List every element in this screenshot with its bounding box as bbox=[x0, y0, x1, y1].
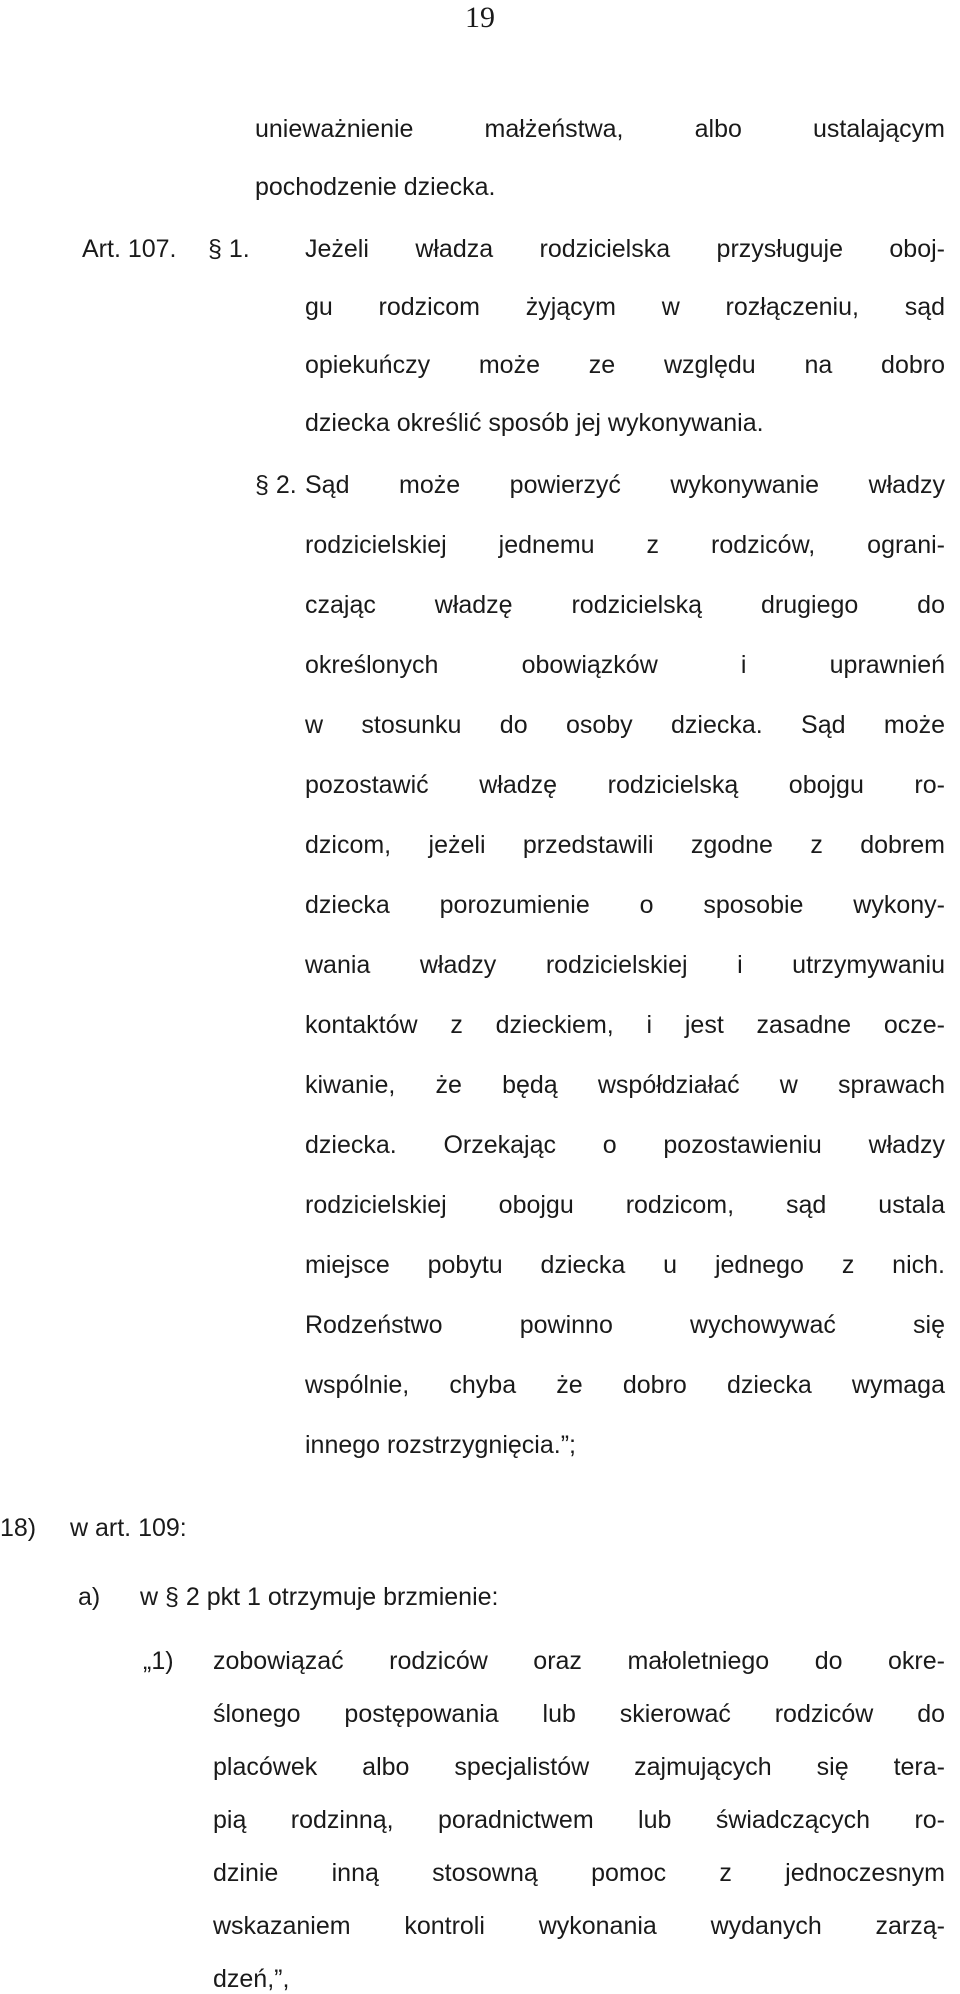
section-label: § 2. bbox=[255, 471, 297, 499]
article-line: w stosunku do osoby dziecka. Sąd może bbox=[305, 711, 945, 739]
subitem-label: a) bbox=[78, 1583, 101, 1611]
intro-line: unieważnienie małżeństwa, albo ustalającym bbox=[255, 115, 945, 143]
point-line: wskazaniem kontroli wykonania wydanych zarzą- bbox=[213, 1912, 945, 1940]
article-line: innego rozstrzygnięcia.”; bbox=[305, 1431, 576, 1459]
article-line: miejsce pobytu dziecka u jednego z nich. bbox=[305, 1251, 945, 1279]
point-line: placówek albo specjalistów zajmujących się tera- bbox=[213, 1753, 945, 1781]
point-line: dzeń,”, bbox=[213, 1965, 290, 1993]
point-label: „1) bbox=[143, 1647, 174, 1675]
article-line: czając władzę rodzicielską drugiego do bbox=[305, 591, 945, 619]
article-line: dziecka określić sposób jej wykonywania. bbox=[305, 409, 764, 437]
article-line: pozostawić władzę rodzicielską obojgu ro- bbox=[305, 771, 945, 799]
item-text: w art. 109: bbox=[70, 1514, 187, 1542]
article-line: opiekuńczy może ze względu na dobro bbox=[305, 351, 945, 379]
item-label: 18) bbox=[0, 1514, 37, 1542]
article-line: kiwanie, że będą współdziałać w sprawach bbox=[305, 1071, 945, 1099]
point-line: pią rodzinną, poradnictwem lub świadczących ro- bbox=[213, 1806, 945, 1834]
article-label: Art. 107. bbox=[82, 235, 177, 263]
intro-line: pochodzenie dziecka. bbox=[255, 173, 496, 201]
article-line: wspólnie, chyba że dobro dziecka wymaga bbox=[305, 1371, 945, 1399]
article-line: dziecka. Orzekając o pozostawieniu władzy bbox=[305, 1131, 945, 1159]
article-line: kontaktów z dzieckiem, i jest zasadne ocze- bbox=[305, 1011, 945, 1039]
article-line: dzicom, jeżeli przedstawili zgodne z dobrem bbox=[305, 831, 945, 859]
article-line: Jeżeli władza rodzicielska przysługuje oboj- bbox=[305, 235, 945, 263]
page-number: 19 bbox=[465, 1, 495, 34]
article-line: określonych obowiązków i uprawnień bbox=[305, 651, 945, 679]
article-line: rodzicielskiej obojgu rodzicom, sąd ustala bbox=[305, 1191, 945, 1219]
article-line: Rodzeństwo powinno wychowywać się bbox=[305, 1311, 945, 1339]
point-line: zobowiązać rodziców oraz małoletniego do okre- bbox=[213, 1647, 945, 1675]
point-line: dzinie inną stosowną pomoc z jednoczesnym bbox=[213, 1859, 945, 1887]
article-line: rodzicielskiej jednemu z rodziców, ograni- bbox=[305, 531, 945, 559]
subitem-text: w § 2 pkt 1 otrzymuje brzmienie: bbox=[140, 1583, 499, 1611]
article-line: Sąd może powierzyć wykonywanie władzy bbox=[305, 471, 945, 499]
article-line: wania władzy rodzicielskiej i utrzymywaniu bbox=[305, 951, 945, 979]
article-line: dziecka porozumienie o sposobie wykony- bbox=[305, 891, 945, 919]
article-line: gu rodzicom żyjącym w rozłączeniu, sąd bbox=[305, 293, 945, 321]
section-label: § 1. bbox=[208, 235, 250, 263]
point-line: ślonego postępowania lub skierować rodziców do bbox=[213, 1700, 945, 1728]
